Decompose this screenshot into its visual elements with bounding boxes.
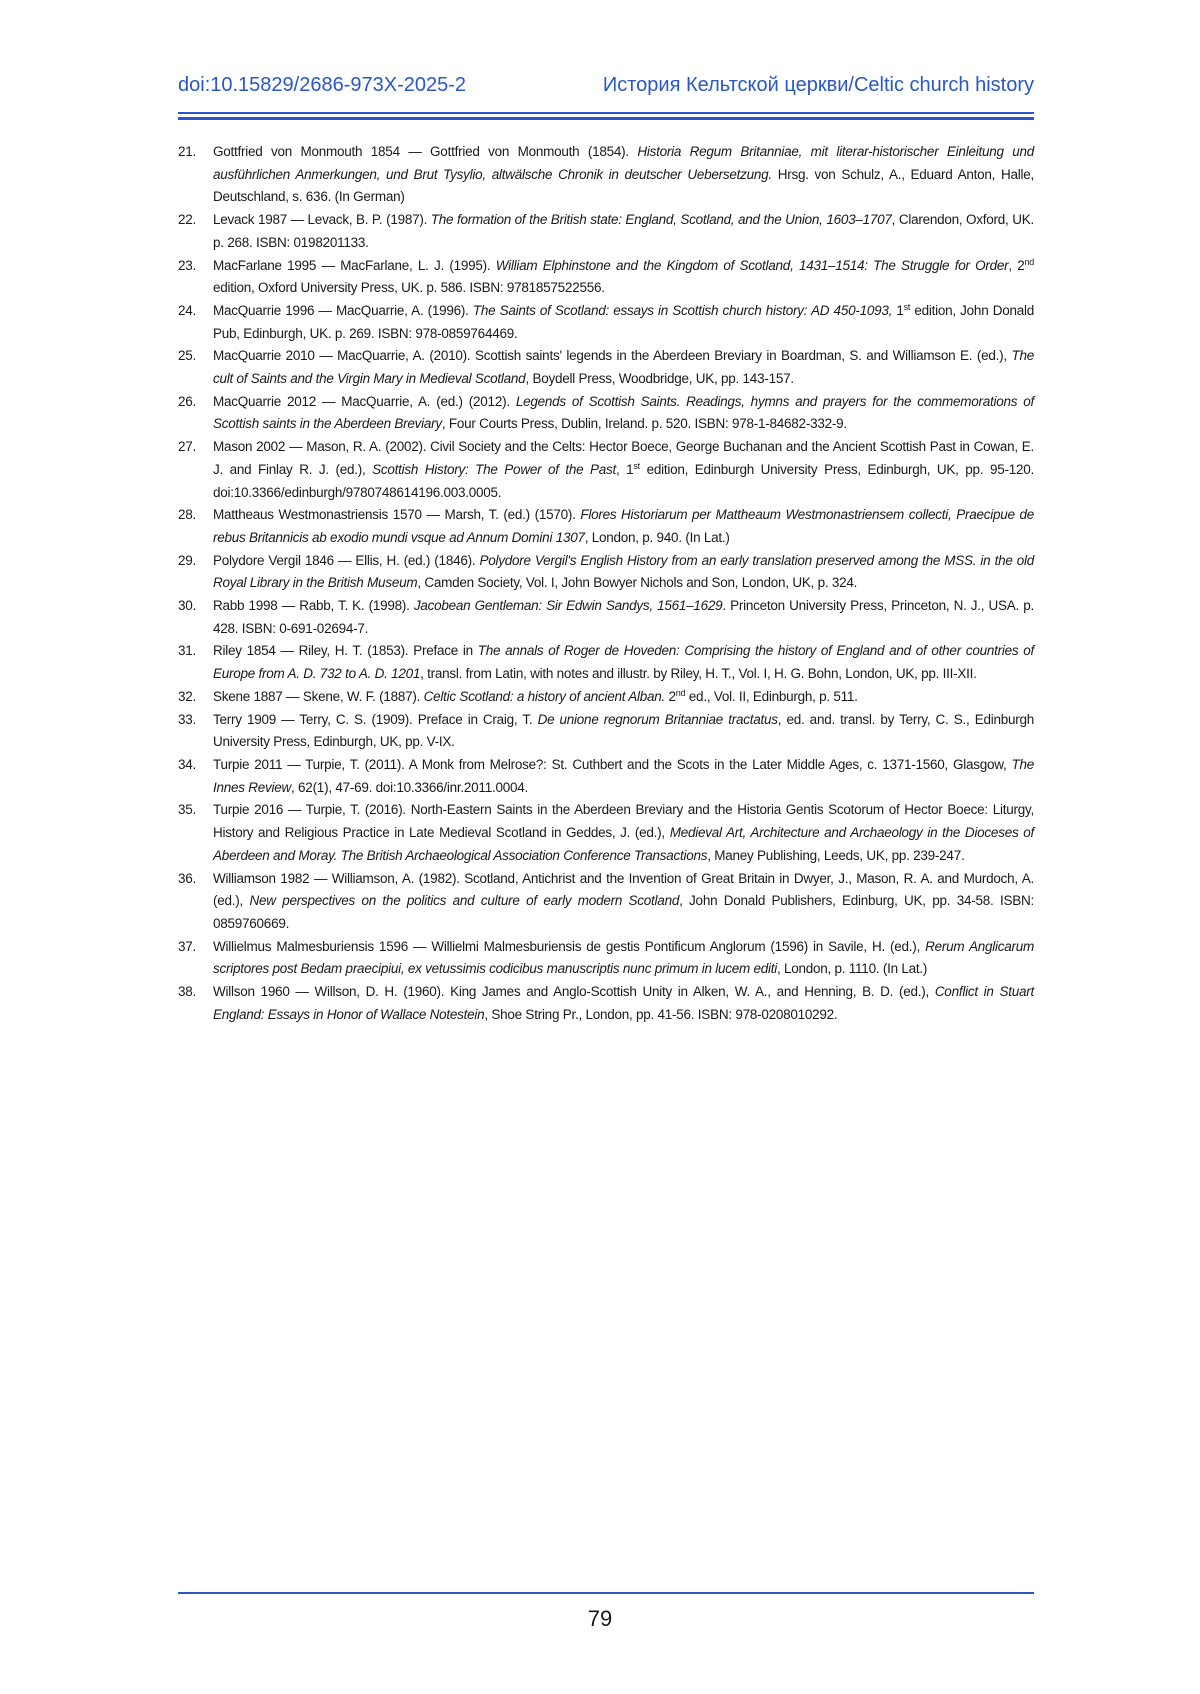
reference-text: . Princeton University Press, Princeton, N. J., USA. p. 428. ISBN: 0-691-02694-7.: [213, 598, 1034, 636]
reference-item: [178, 709, 1034, 754]
reference-text: , 1: [616, 461, 634, 477]
reference-title: The Innes Review: [213, 756, 1034, 795]
reference-item: [178, 436, 1034, 504]
reference-superscript: nd: [1024, 256, 1034, 267]
reference-text: Williamson 1982 — Williamson, A. (1982). Scotland, Antichrist and the Invention of Great Britain in Dwyer, J., Mason, R. A. and Murdoch, A. (ed.),: [213, 870, 1034, 909]
reference-title: Historia Regum Britanniae, mit literar-historischer Einleitung und ausführlichen Anmerkungen, und Brut Tysylio, altwälsche Chronik in deutscher Uebersetzung.: [213, 144, 1034, 182]
reference-title: The formation of the British state: England, Scotland, and the Union, 1603–1707: [430, 212, 892, 228]
reference-item: [178, 981, 1034, 1026]
page-number: 79: [587, 1606, 613, 1631]
reference-title: The Saints of Scotland: essays in Scottish church history: AD 450-1093,: [472, 302, 893, 318]
reference-text: Willson 1960 — Willson, D. H. (1960). King James and Anglo-Scottish Unity in Alken, W. A., and Henning, B. D. (ed.),: [213, 984, 935, 1000]
reference-text: , Maney Publishing, Leeds, UK, pp. 239-247.: [707, 847, 965, 863]
reference-item: [178, 209, 1034, 254]
page-header: [178, 74, 1034, 104]
reference-number: 32.: [178, 688, 197, 704]
reference-text: MacQuarrie 1996 — MacQuarrie, A. (1996).: [213, 302, 473, 318]
reference-item: [178, 799, 1034, 867]
reference-text: , Shoe String Pr., London, pp. 41-56. ISBN: 978-0208010292.: [484, 1006, 838, 1022]
reference-text: MacQuarrie 2010 — MacQuarrie, A. (2010). Scottish saints' legends in the Aberdeen Breviary in Boardman, S. and Williamson E. (ed.),: [213, 348, 1012, 364]
reference-title: Scottish History: The Power of the Past: [372, 461, 617, 477]
reference-number: 28.: [178, 507, 197, 523]
reference-number: 33.: [178, 711, 197, 727]
reference-number: 24.: [178, 302, 197, 318]
reference-text: 2: [665, 688, 676, 704]
reference-number: 38.: [178, 984, 197, 1000]
reference-item: [178, 391, 1034, 436]
reference-number: 25.: [178, 348, 197, 364]
reference-number: 23.: [178, 257, 197, 273]
reference-number: 37.: [178, 938, 197, 954]
reference-text: edition, Oxford University Press, UK. p. 586. ISBN: 9781857522556.: [213, 280, 605, 296]
reference-item: [178, 300, 1034, 345]
reference-text: , ed. and. transl. by Terry, C. S., Edinburgh University Press, Edinburgh, UK, pp. V-IX.: [213, 711, 1034, 750]
reference-text: , Clarendon, Oxford, UK. p. 268. ISBN: 0198201133.: [213, 212, 1034, 250]
reference-title: Rerum Anglicarum scriptores post Bedam praecipiui, ex vetussimis codicibus manuscriptis nunc primum in lucem editi: [213, 938, 1034, 977]
reference-number: 36.: [178, 870, 197, 886]
reference-title: De unione regnorum Britanniae tractatus: [537, 711, 778, 727]
reference-text: Riley 1854 — Riley, H. T. (1853). Preface in: [213, 643, 478, 659]
header-rule: [178, 112, 1034, 114]
reference-text: , London, p. 1110. (In Lat.): [776, 961, 928, 977]
reference-list: [178, 141, 1034, 1026]
reference-text: Willielmus Malmesburiensis 1596 — Willielmi Malmesburiensis de gestis Pontificum Anglorum (1596) in Savile, H. (ed.),: [213, 938, 926, 954]
reference-title: New perspectives on the politics and culture of early modern Scotland: [249, 893, 680, 909]
reference-number: 22.: [178, 212, 197, 228]
reference-text: , Four Courts Press, Dublin, Ireland. p. 520. ISBN: 978-1-84682-332-9.: [441, 416, 847, 432]
header-rule-thick: [178, 117, 1034, 120]
reference-text: , London, p. 940. (In Lat.): [584, 529, 730, 545]
reference-item: [178, 936, 1034, 981]
reference-title: Legends of Scottish Saints. Readings, hymns and prayers for the commemorations of Scottish saints in the Aberdeen Breviary: [213, 393, 1035, 432]
reference-title: William Elphinstone and the Kingdom of Scotland, 1431–1514: The Struggle for Order: [495, 257, 1009, 273]
footer-rule: [178, 1592, 1034, 1594]
reference-title: Jacobean Gentleman: Sir Edwin Sandys, 1561–1629: [413, 598, 723, 614]
reference-item: [178, 640, 1034, 685]
reference-title: The annals of Roger de Hoveden: Comprising the history of England and of other countries of Europe from A. D. 732 to A. D. 1201: [213, 643, 1034, 682]
reference-superscript: st: [903, 301, 911, 312]
reference-text: Mattheaus Westmonastriensis 1570 — Marsh, T. (ed.) (1570).: [213, 507, 581, 523]
reference-number: 34.: [178, 756, 197, 772]
reference-text: , Boydell Press, Woodbridge, UK, pp. 143-157.: [525, 371, 794, 387]
reference-number: 30.: [178, 598, 197, 614]
reference-text: 1: [892, 302, 904, 318]
reference-item: [178, 141, 1034, 209]
reference-text: , transl. from Latin, with notes and illustr. by Riley, H. T., Vol. I, H. G. Bohn, London, UK, pp. III-XII.: [420, 666, 977, 682]
reference-superscript: nd: [675, 687, 686, 698]
reference-text: MacFarlane 1995 — MacFarlane, L. J. (1995).: [213, 257, 496, 273]
reference-text: Hrsg. von Schulz, A., Eduard Anton, Halle, Deutschland, s. 636. (In German): [213, 166, 1034, 205]
reference-text: Polydore Vergil 1846 — Ellis, H. (ed.) (1846).: [213, 552, 480, 568]
reference-text: Rabb 1998 — Rabb, T. K. (1998).: [213, 598, 414, 614]
reference-text: ed., Vol. II, Edinburgh, p. 511.: [685, 688, 858, 704]
reference-item: [178, 868, 1034, 936]
journal-title: История Кельтской церкви/Celtic church history: [602, 74, 1034, 96]
reference-number: 21.: [178, 144, 197, 159]
reference-text: Mason 2002 — Mason, R. A. (2002). Civil Society and the Celts: Hector Boece, George Buchanan and the Ancient Scottish Past in Cowan, E. J. and Finlay R. J. (ed.),: [213, 439, 1034, 477]
reference-title: Medieval Art, Architecture and Archaeology in the Dioceses of Aberdeen and Moray. The British Archaeological Association Conference Transactions: [213, 825, 1035, 863]
reference-title: Polydore Vergil's English History from an early translation preserved among the MSS. in the old Royal Library in the British Museum: [213, 552, 1035, 591]
reference-item: [178, 595, 1034, 640]
reference-text: Skene 1887 — Skene, W. F. (1887).: [213, 688, 424, 704]
reference-title: Celtic Scotland: a history of ancient Alban.: [423, 688, 666, 704]
reference-item: [178, 255, 1034, 300]
reference-text: Gottfried von Monmouth 1854 — Gottfried von Monmouth (1854).: [213, 144, 638, 159]
reference-title: Conflict in Stuart England: Essays in Honor of Wallace Notestein: [213, 984, 1034, 1022]
reference-number: 29.: [178, 552, 197, 568]
reference-item: [178, 550, 1034, 595]
reference-superscript: st: [633, 460, 640, 471]
reference-text: edition, John Donald Pub, Edinburgh, UK. p. 269. ISBN: 978-0859764469.: [213, 302, 1034, 341]
reference-item: [178, 345, 1034, 390]
doi-link[interactable]: doi:10.15829/2686-973X-2025-2: [178, 74, 467, 96]
reference-text: Terry 1909 — Terry, C. S. (1909). Preface in Craig, T.: [213, 711, 538, 727]
reference-text: edition, Edinburgh University Press, Edinburgh, UK, pp. 95-120. doi:10.3366/edinburgh/9780748614196.003.0005.: [213, 461, 1034, 500]
reference-text: , Camden Society, Vol. I, John Bowyer Nichols and Son, London, UK, p. 324.: [417, 575, 858, 591]
reference-text: Turpie 2016 — Turpie, T. (2016). North-Eastern Saints in the Aberdeen Breviary and the Historia Gentis Scotorum of Hector Boece: Liturgy, History and Religious Practice in Late Medieval Scotland in Geddes, J. (ed.),: [213, 802, 1034, 841]
reference-text: Levack 1987 — Levack, B. P. (1987).: [213, 212, 431, 228]
reference-item: [178, 754, 1034, 799]
reference-number: 27.: [178, 439, 197, 455]
reference-item: [178, 686, 1034, 709]
reference-title: Flores Historiarum per Mattheaum Westmonastriensem collecti, Praecipue de rebus Britannicis ab exodio mundi vsque ad Annum Domini 1307: [213, 507, 1034, 545]
reference-item: [178, 504, 1034, 549]
reference-text: , John Donald Publishers, Edinburg, UK, pp. 34-58. ISBN: 0859760669.: [213, 893, 1034, 931]
reference-title: The cult of Saints and the Virgin Mary in Medieval Scotland: [213, 348, 1034, 387]
reference-number: 35.: [178, 802, 197, 818]
reference-text: Turpie 2011 — Turpie, T. (2011). A Monk from Melrose?: St. Cuthbert and the Scots in the Later Middle Ages, c. 1371-1560, Glasgow,: [213, 756, 1012, 772]
reference-text: , 62(1), 47-69. doi:10.3366/inr.2011.0004.: [291, 779, 528, 795]
reference-text: MacQuarrie 2012 — MacQuarrie, A. (ed.) (2012).: [213, 393, 516, 409]
reference-number: 26.: [178, 393, 197, 409]
reference-text: , 2: [1008, 257, 1025, 273]
reference-number: 31.: [178, 643, 197, 659]
